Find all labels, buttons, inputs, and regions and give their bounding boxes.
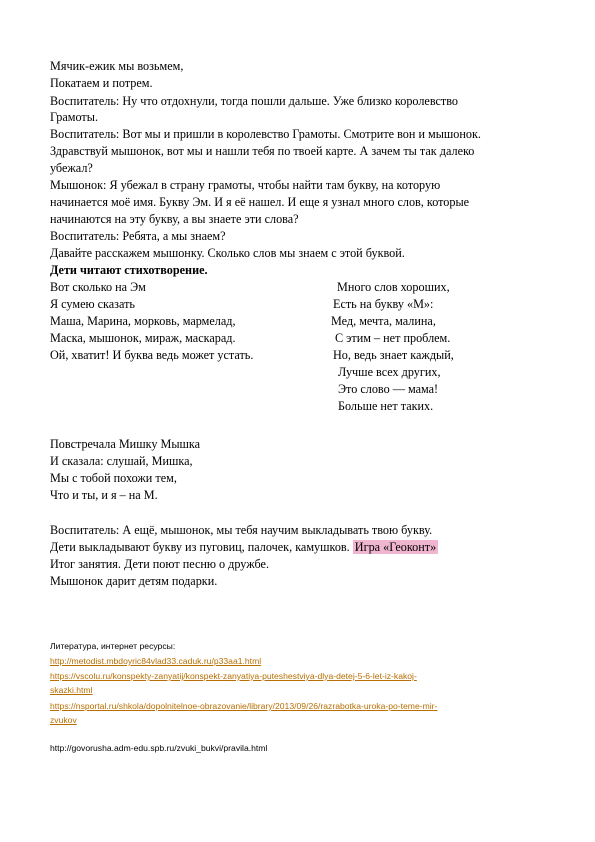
poem-left-line: Маска, мышонок, мираж, маскарад. <box>50 331 236 345</box>
poem2-line: Мы с тобой похожи тем, <box>50 471 177 485</box>
text-line: Мышонок: Я убежал в страну грамоты, чтобы найти там букву, на которую <box>50 178 441 192</box>
poem-right-line: Много слов хороших, <box>337 280 450 294</box>
text-line: Мышонок дарит детям подарки. <box>50 574 218 588</box>
text-line: Покатаем и потрем. <box>50 76 153 90</box>
reference-link[interactable]: skazki.html <box>50 685 93 695</box>
poem-right-line: С этим – нет проблем. <box>335 331 451 345</box>
reference-plain: http://govorusha.adm-edu.spb.ru/zvuki_bukvi/pravila.html <box>50 743 268 753</box>
text-line: Воспитатель: А ещё, мышонок, мы тебя научим выкладывать твою букву. <box>50 523 433 537</box>
poem2-line: Повстречала Мишку Мышка <box>50 437 201 451</box>
text-line <box>50 539 438 555</box>
reference-link[interactable]: https://vscolu.ru/konspekty-zanyatij/konspekt-zanyatiya-puteshestviya-dlya-detej-5-6-let-iz-kakoj- <box>50 671 417 681</box>
reference-link[interactable]: zvukov <box>50 715 77 725</box>
text-line: Воспитатель: Вот мы и пришли в королевство Грамоты. Смотрите вон и мышонок. <box>50 127 481 141</box>
text-line-part: Дети выкладывают букву из пуговиц, палочек, камушков. <box>50 540 353 554</box>
text-line: Итог занятия. Дети поют песню о дружбе. <box>50 557 269 571</box>
reference-link[interactable]: http://metodist.mbdoyric84vlad33.caduk.ru/p33aa1.html <box>50 656 262 666</box>
poem-left-line: Вот сколько на Эм <box>50 280 146 294</box>
poem-right-line: Это слово — мама! <box>338 382 439 396</box>
poem-right-line: Лучше всех других, <box>338 365 441 379</box>
poem-left-line: Маша, Марина, морковь, мармелад, <box>50 314 236 328</box>
text-line: Мячик-ежик мы возьмем, <box>50 59 184 73</box>
text-line: Грамоты. <box>50 110 98 124</box>
poem-right-line: Мед, мечта, малина, <box>331 314 436 328</box>
game-highlight: Игра «Геоконт» <box>354 540 437 554</box>
text-line: начинается моё имя. Букву Эм. И я её нашел. И еще я узнал много слов, которые <box>50 195 470 209</box>
text-line: Здравствуй мышонок, вот мы и нашли тебя по твоей карте. А зачем ты так далеко <box>50 144 475 158</box>
poem-heading: Дети читают стихотворение. <box>50 263 208 277</box>
references-heading: Литература, интернет ресурсы: <box>50 641 176 651</box>
poem-left-line: Ой, хватит! И буква ведь может устать. <box>50 348 254 362</box>
poem-right-line: Но, ведь знает каждый, <box>333 348 454 362</box>
poem-left-line: Я сумею сказать <box>50 297 135 311</box>
poem-right-line: Больше нет таких. <box>338 399 434 413</box>
text-line: Давайте расскажем мышонку. Сколько слов мы знаем с этой буквой. <box>50 246 405 260</box>
reference-link[interactable]: https://nsportal.ru/shkola/dopolnitelnoe-obrazovanie/library/2013/09/26/razrabotka-uroka-po-teme-mir- <box>50 701 438 711</box>
poem2-line: И сказала: слушай, Мишка, <box>50 454 193 468</box>
text-line: Воспитатель: Ребята, а мы знаем? <box>50 229 226 243</box>
poem-right-line: Есть на букву «М»: <box>333 297 434 311</box>
text-line: убежал? <box>50 161 93 175</box>
poem2-line: Что и ты, и я – на М. <box>50 488 158 502</box>
text-line: Воспитатель: Ну что отдохнули, тогда пошли дальше. Уже близко королевство <box>50 94 459 108</box>
text-line: начинаются на эту букву, а вы знаете эти слова? <box>50 212 299 226</box>
